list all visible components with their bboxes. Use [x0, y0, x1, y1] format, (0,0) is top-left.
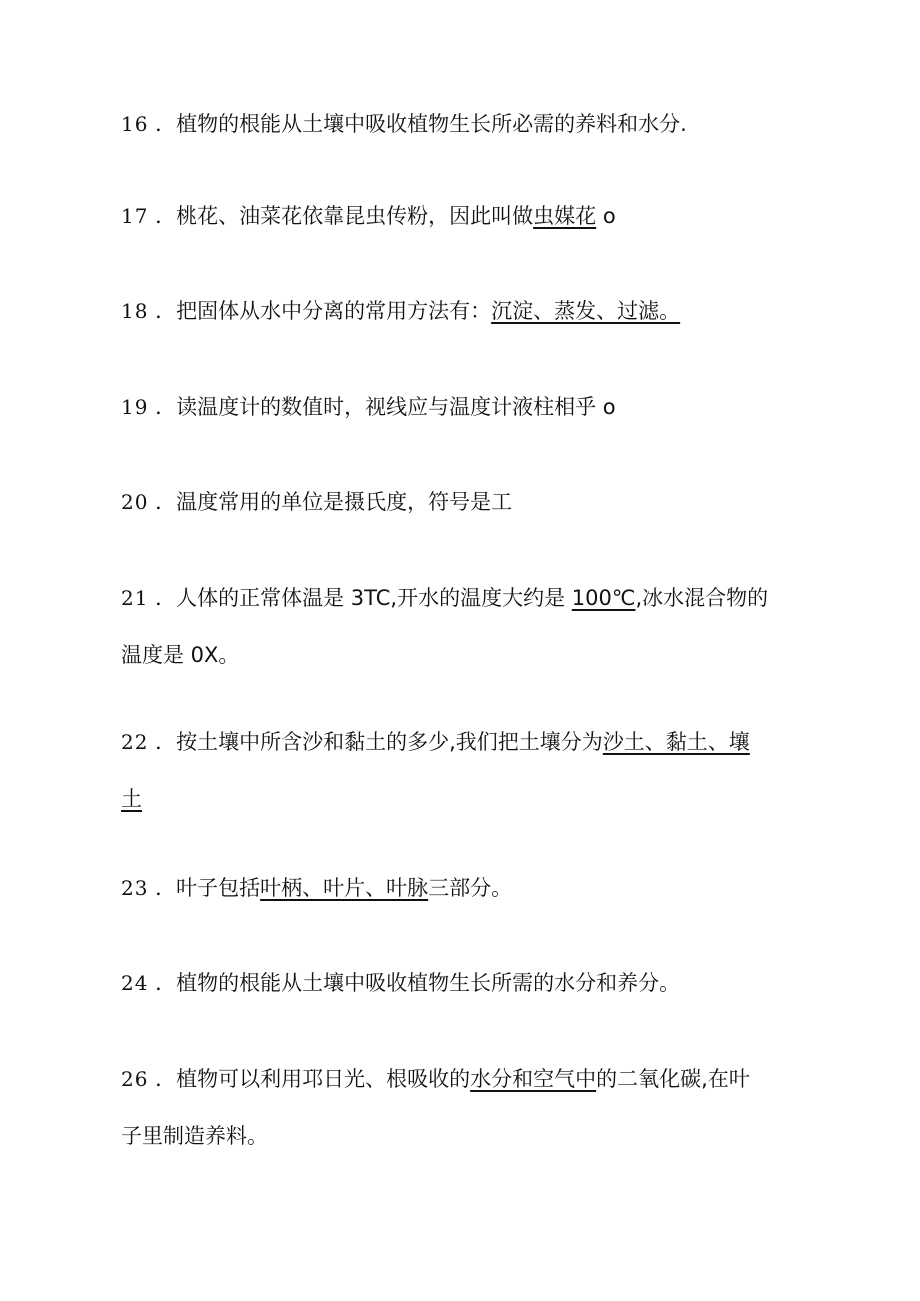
- question-16: [121, 102, 781, 146]
- question-number: 22: [121, 730, 149, 754]
- answer-underlined: 沙土、黏土、壤: [602, 730, 750, 754]
- question-line: [121, 961, 781, 1005]
- question-number: 19: [121, 395, 149, 419]
- question-text: ．植物的根能从土壤中吸收植物生长所必需的养料和水分.: [148, 112, 687, 136]
- answer-underlined: 虫媒花: [533, 204, 597, 228]
- question-23: [121, 866, 781, 910]
- question-text: ．人体的正常体温是 3TC,开水的温度大约是: [148, 586, 572, 610]
- question-line-2: 子里制造养料。: [121, 1124, 268, 1148]
- question-number: 21: [121, 586, 149, 610]
- question-22: [121, 720, 781, 821]
- question-line: [121, 480, 781, 524]
- answer-underlined: 叶柄、叶片、叶脉: [260, 876, 429, 900]
- question-number: 23: [121, 876, 149, 900]
- question-text-tail: o: [596, 204, 616, 228]
- question-line: [121, 576, 781, 620]
- question-line-2: [121, 777, 781, 821]
- question-18: [121, 289, 781, 333]
- question-text: ．植物可以利用邛日光、根吸收的: [148, 1067, 471, 1091]
- question-line: [121, 385, 781, 429]
- question-number: 24: [121, 971, 149, 995]
- question-text: ．按土壤中所含沙和黏土的多少,我们把土壤分为: [148, 730, 603, 754]
- question-26: [121, 1057, 781, 1158]
- answer-underlined: 水分和空气中: [470, 1067, 597, 1091]
- question-line: [121, 102, 781, 146]
- question-number: 20: [121, 490, 149, 514]
- question-21: [121, 576, 781, 677]
- question-number: 17: [121, 204, 149, 228]
- question-line-2: 温度是 0X。: [121, 643, 240, 667]
- question-text-tail: 三部分。: [428, 876, 513, 900]
- question-line: [121, 866, 781, 910]
- question-text: ．读温度计的数值时，视线应与温度计液柱相乎 o: [148, 395, 616, 419]
- question-number: 26: [121, 1067, 149, 1091]
- answer-underlined: 沉淀、蒸发、过滤。: [491, 299, 681, 323]
- question-line: [121, 194, 781, 238]
- question-line: [121, 1057, 781, 1101]
- question-text-tail: ,冰水混合物的: [635, 586, 769, 610]
- question-20: [121, 480, 781, 524]
- question-line: [121, 720, 781, 764]
- question-number: 18: [121, 299, 149, 323]
- question-17: [121, 194, 781, 238]
- question-24: [121, 961, 781, 1005]
- answer-underlined-continued: 土: [121, 787, 142, 811]
- question-number: 16: [121, 112, 149, 136]
- question-text: ．桃花、油菜花依靠昆虫传粉，因此叫做: [148, 204, 534, 228]
- question-text: ．温度常用的单位是摄氏度，符号是工: [148, 490, 513, 514]
- question-19: [121, 385, 781, 429]
- question-text-tail: 的二氧化碳,在叶: [596, 1067, 750, 1091]
- question-text: ．把固体从水中分离的常用方法有：: [148, 299, 492, 323]
- answer-underlined: 100℃: [571, 586, 636, 610]
- question-line: [121, 289, 781, 333]
- question-text: ．叶子包括: [148, 876, 261, 900]
- question-text: ．植物的根能从土壤中吸收植物生长所需的水分和养分。: [148, 971, 681, 995]
